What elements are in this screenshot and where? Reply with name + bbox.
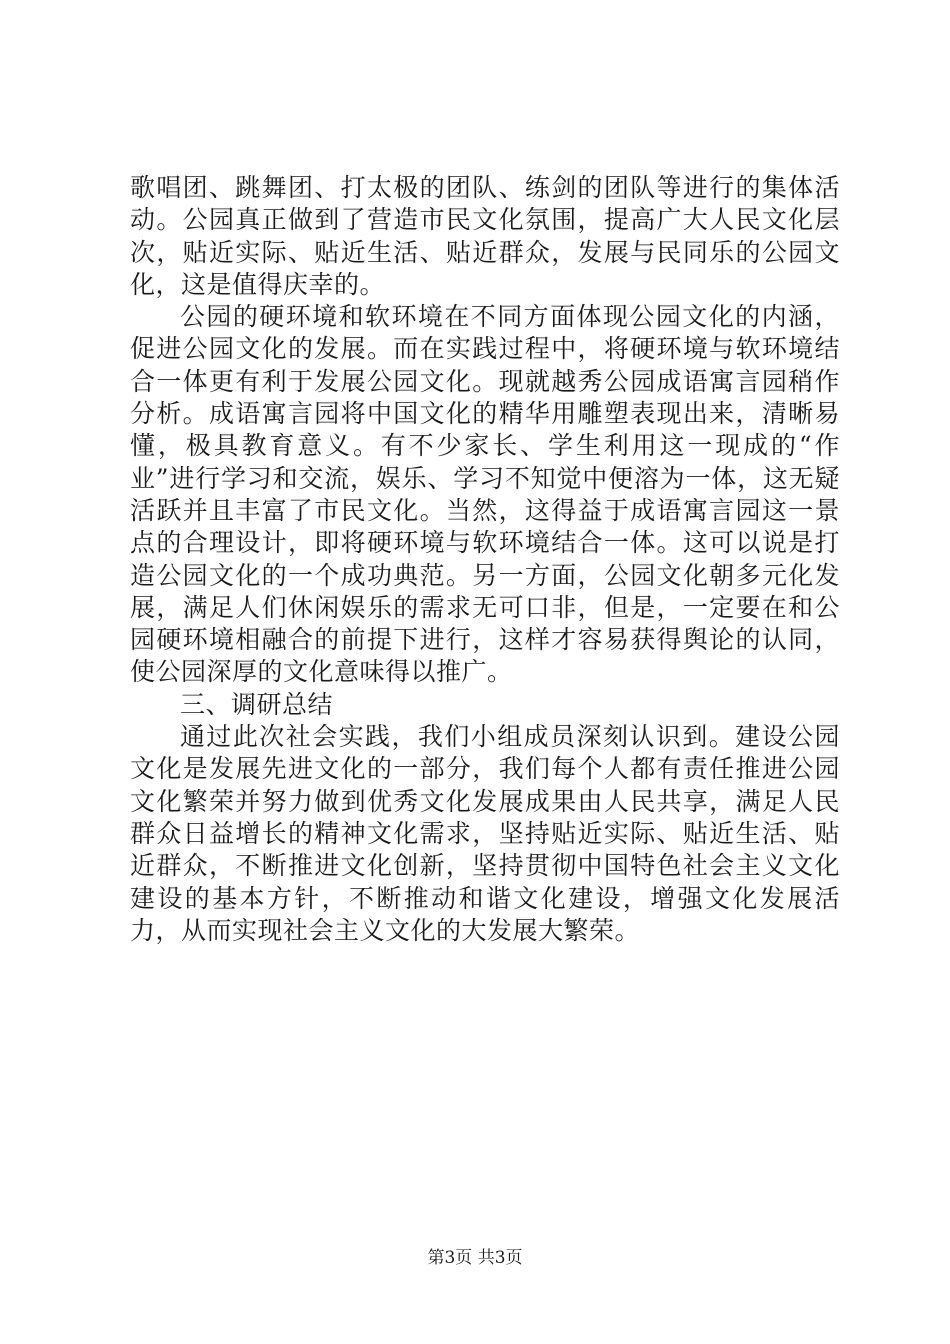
paragraph-1: 歌唱团、跳舞团、打太极的团队、练剑的团队等进行的集体活动。公园真正做到了营造市民文化氛围，提高广大人民文化层次，贴近实际、贴近生活、贴近群众，发展与民同乐的公园文化，这是值得庆幸的。 xyxy=(130,173,840,299)
paragraph-2: 公园的硬环境和软环境在不同方面体现公园文化的内涵，促进公园文化的发展。而在实践过程中，将硬环境与软环境结合一体更有利于发展公园文化。现就越秀公园成语寓言园稍作分析。成语寓言园将中国文化的精华用雕塑表现出来，清晰易懂，极具教育意义。有不少家长、学生利用这一现成的“作业”进行学习和交流，娱乐、学习不知觉中便溶为一体，这无疑活跃并且丰富了市民文化。当然，这得益于成语寓言园这一景点的合理设计，即将硬环境与软环境结合一体。这可以说是打造公园文化的一个成功典范。另一方面，公园文化朝多元化发展，满足人们休闲娱乐的需求无可口非，但是，一定要在和公园硬环境相融合的前提下进行，这样才容易获得舆论的认同，使公园深厚的文化意味得以推广。 xyxy=(130,302,840,687)
page-footer: 第3页 共3页 xyxy=(427,1248,523,1268)
paragraph-3: 通过此次社会实践，我们小组成员深刻认识到。建设公园文化是发展先进文化的一部分，我们每个人都有责任推进公园文化繁荣并努力做到优秀文化发展成果由人民共享，满足人民群众日益增长的精神文化需求，坚持贴近实际、贴近生活、贴近群众，不断推进文化创新，坚持贯彻中国特色社会主义文化建设的基本方针，不断推动和谐文化建设，增强文化发展活力，从而实现社会主义文化的大发展大繁荣。 xyxy=(130,722,840,945)
section-heading-summary: 三、调研总结 xyxy=(180,689,334,719)
document-body xyxy=(130,172,840,947)
